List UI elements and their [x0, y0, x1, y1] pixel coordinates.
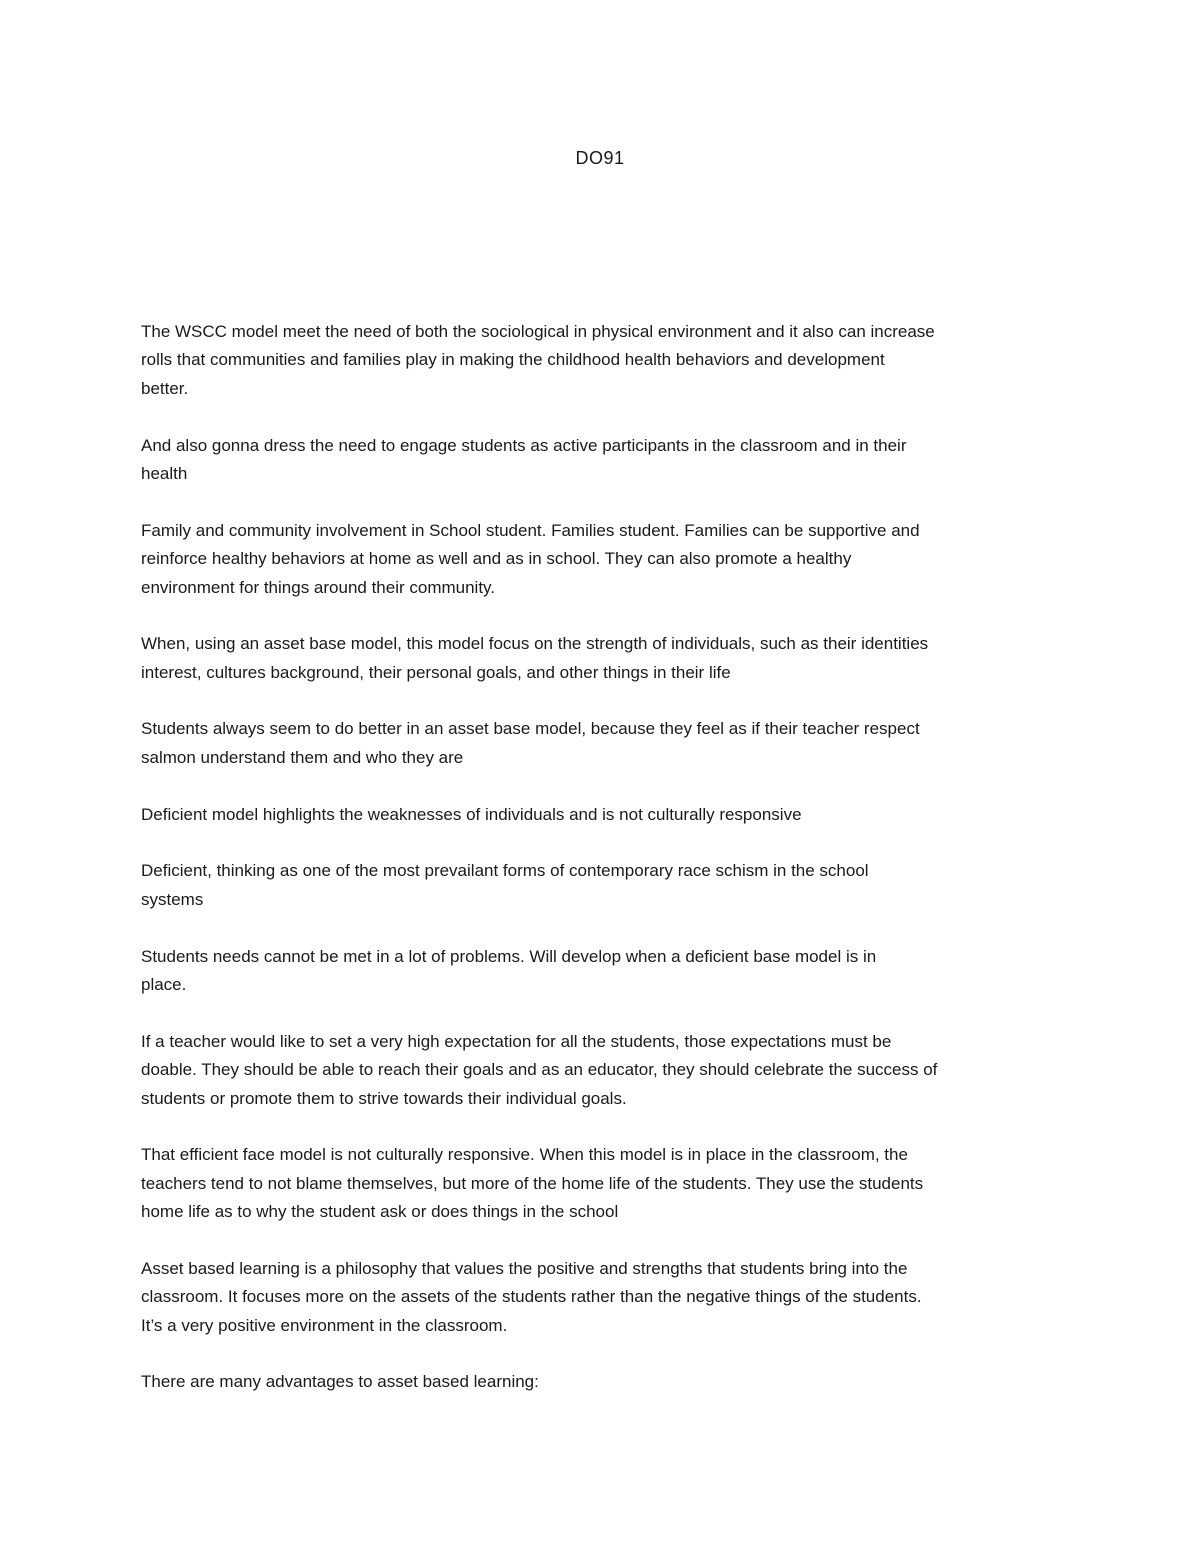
text-line: place.: [141, 974, 187, 994]
paragraph: [141, 1141, 1071, 1226]
text-line: It’s a very positive environment in the classroom.: [141, 1315, 508, 1335]
paragraph: [141, 1368, 1071, 1396]
paragraph: [141, 432, 1071, 489]
text-line: salmon understand them and who they are: [141, 747, 464, 767]
paragraph: [141, 1255, 1071, 1340]
document-title: DO91: [575, 148, 625, 168]
paragraph: [141, 715, 1071, 772]
text-line: doable. They should be able to reach their goals and as an educator, they should celebrate the success of: [141, 1060, 938, 1080]
text-line: The WSCC model meet the need of both the sociological in physical environment and it also can increase: [141, 322, 935, 341]
paragraph: [141, 943, 1071, 1000]
text-line: Students needs cannot be met in a lot of problems. Will develop when a deficient base model is in: [141, 946, 877, 966]
text-line: Deficient, thinking as one of the most prevailant forms of contemporary race schism in the school: [141, 861, 869, 881]
text-line: Family and community involvement in School student. Families student. Families can be supportive and: [141, 520, 920, 540]
paragraph: [141, 801, 1071, 829]
text-line: interest, cultures background, their personal goals, and other things in their life: [141, 662, 731, 682]
text-line: That efficient face model is not culturally responsive. When this model is in place in the classroom, the: [141, 1145, 908, 1165]
text-line: classroom. It focuses more on the assets of the students rather than the negative things of the students.: [141, 1287, 922, 1307]
paragraph: [141, 318, 1071, 403]
text-line: health: [141, 463, 188, 483]
text-line: better.: [141, 378, 189, 398]
text-line: If a teacher would like to set a very high expectation for all the students, those expectations must be: [141, 1031, 892, 1051]
text-line: rolls that communities and families play in making the childhood health behaviors and development: [141, 350, 885, 370]
paragraph: [141, 1028, 1071, 1113]
text-line: home life as to why the student ask or does things in the school: [141, 1202, 619, 1222]
text-line: Asset based learning is a philosophy that values the positive and strengths that students bring into the: [141, 1258, 908, 1278]
text-line: reinforce healthy behaviors at home as well and as in school. They can also promote a healthy: [141, 549, 852, 569]
text-line: There are many advantages to asset based learning:: [141, 1372, 539, 1392]
paragraph: [141, 857, 1071, 914]
paragraph: [141, 630, 1071, 687]
text-line: teachers tend to not blame themselves, but more of the home life of the students. They use the students: [141, 1173, 924, 1193]
text-line: environment for things around their community.: [141, 577, 496, 597]
text-line: systems: [141, 889, 204, 909]
text-line: Deficient model highlights the weaknesses of individuals and is not culturally responsive: [141, 804, 802, 824]
text-line: When, using an asset base model, this model focus on the strength of individuals, such as their identities: [141, 634, 929, 654]
text-line: students or promote them to strive towards their individual goals.: [141, 1088, 627, 1108]
text-line: And also gonna dress the need to engage students as active participants in the classroom and in their: [141, 435, 907, 455]
document-body: [141, 318, 1071, 1425]
paragraph: [141, 517, 1071, 602]
text-line: Students always seem to do better in an asset base model, because they feel as if their teacher respect: [141, 719, 920, 739]
